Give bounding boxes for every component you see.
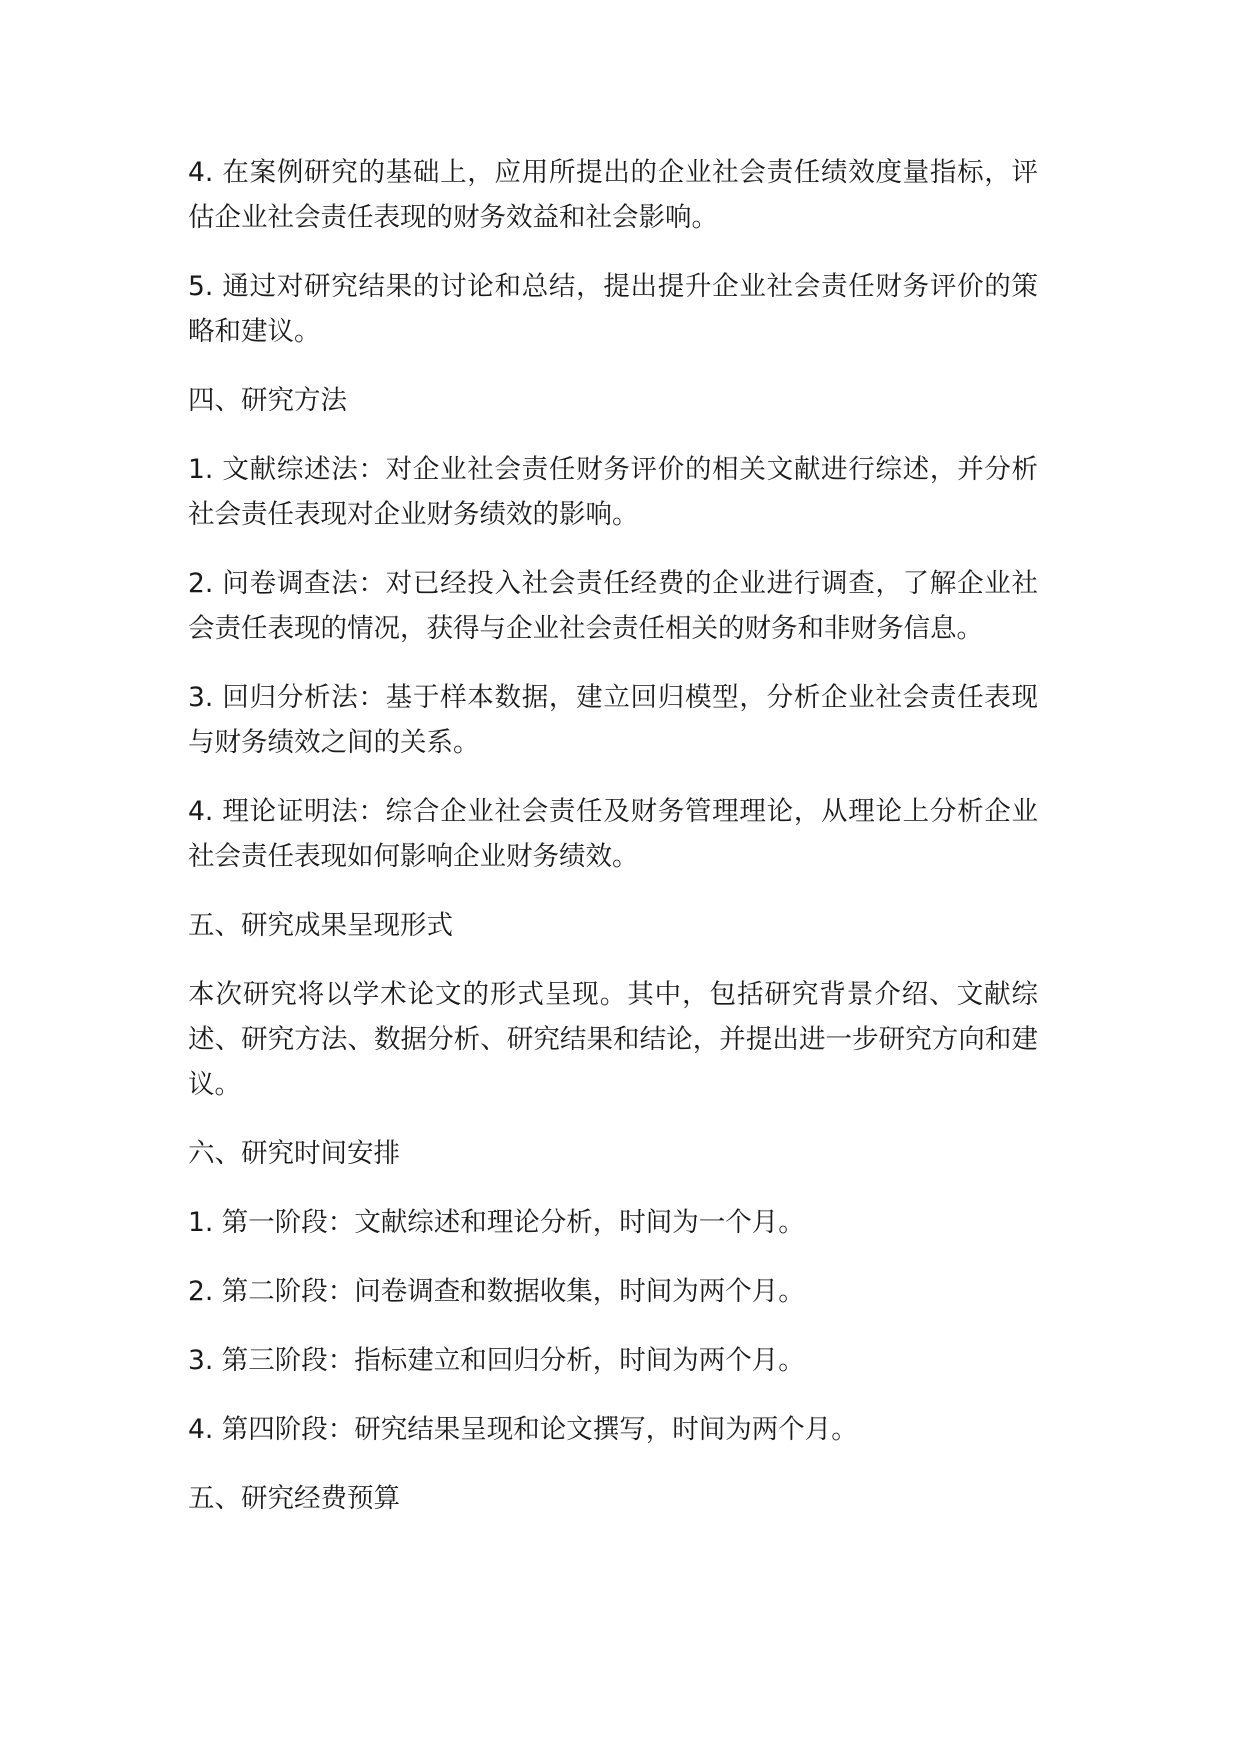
paragraph-schedule-stage-1: 1. 第一阶段：文献综述和理论分析，时间为一个月。 [188, 1207, 805, 1238]
paragraph-item-5-strategy: 5. 通过对研究结果的讨论和总结，提出提升企业社会责任财务评价的策略和建议。 [188, 271, 1038, 347]
paragraph-method-questionnaire: 2. 问卷调查法：对已经投入社会责任经费的企业进行调查，了解企业社会责任表现的情况，获得与企业社会责任相关的财务和非财务信息。 [188, 568, 1038, 644]
paragraph-schedule-stage-2: 2. 第二阶段：问卷调查和数据收集，时间为两个月。 [188, 1276, 805, 1307]
section-heading-results-presentation: 五、研究成果呈现形式 [188, 910, 453, 941]
paragraph-method-literature-review: 1. 文献综述法：对企业社会责任财务评价的相关文献进行综述，并分析社会责任表现对企业财务绩效的影响。 [188, 454, 1038, 530]
section-heading-budget: 五、研究经费预算 [188, 1483, 400, 1514]
paragraph-method-regression: 3. 回归分析法：基于样本数据，建立回归模型，分析企业社会责任表现与财务绩效之间的关系。 [188, 682, 1038, 758]
paragraph-schedule-stage-4: 4. 第四阶段：研究结果呈现和论文撰写，时间为两个月。 [188, 1414, 858, 1445]
section-heading-schedule: 六、研究时间安排 [188, 1138, 400, 1169]
paragraph-schedule-stage-3: 3. 第三阶段：指标建立和回归分析，时间为两个月。 [188, 1345, 805, 1376]
paragraph-item-4-case-evaluation: 4. 在案例研究的基础上，应用所提出的企业社会责任绩效度量指标，评估企业社会责任表现的财务效益和社会影响。 [188, 157, 1038, 233]
paragraph-results-form: 本次研究将以学术论文的形式呈现。其中，包括研究背景介绍、文献综述、研究方法、数据分析、研究结果和结论，并提出进一步研究方向和建议。 [188, 979, 1038, 1100]
section-heading-research-methods: 四、研究方法 [188, 385, 347, 416]
paragraph-method-theoretical-proof: 4. 理论证明法：综合企业社会责任及财务管理理论，从理论上分析企业社会责任表现如何影响企业财务绩效。 [188, 796, 1038, 872]
document-body [188, 150, 1038, 1545]
